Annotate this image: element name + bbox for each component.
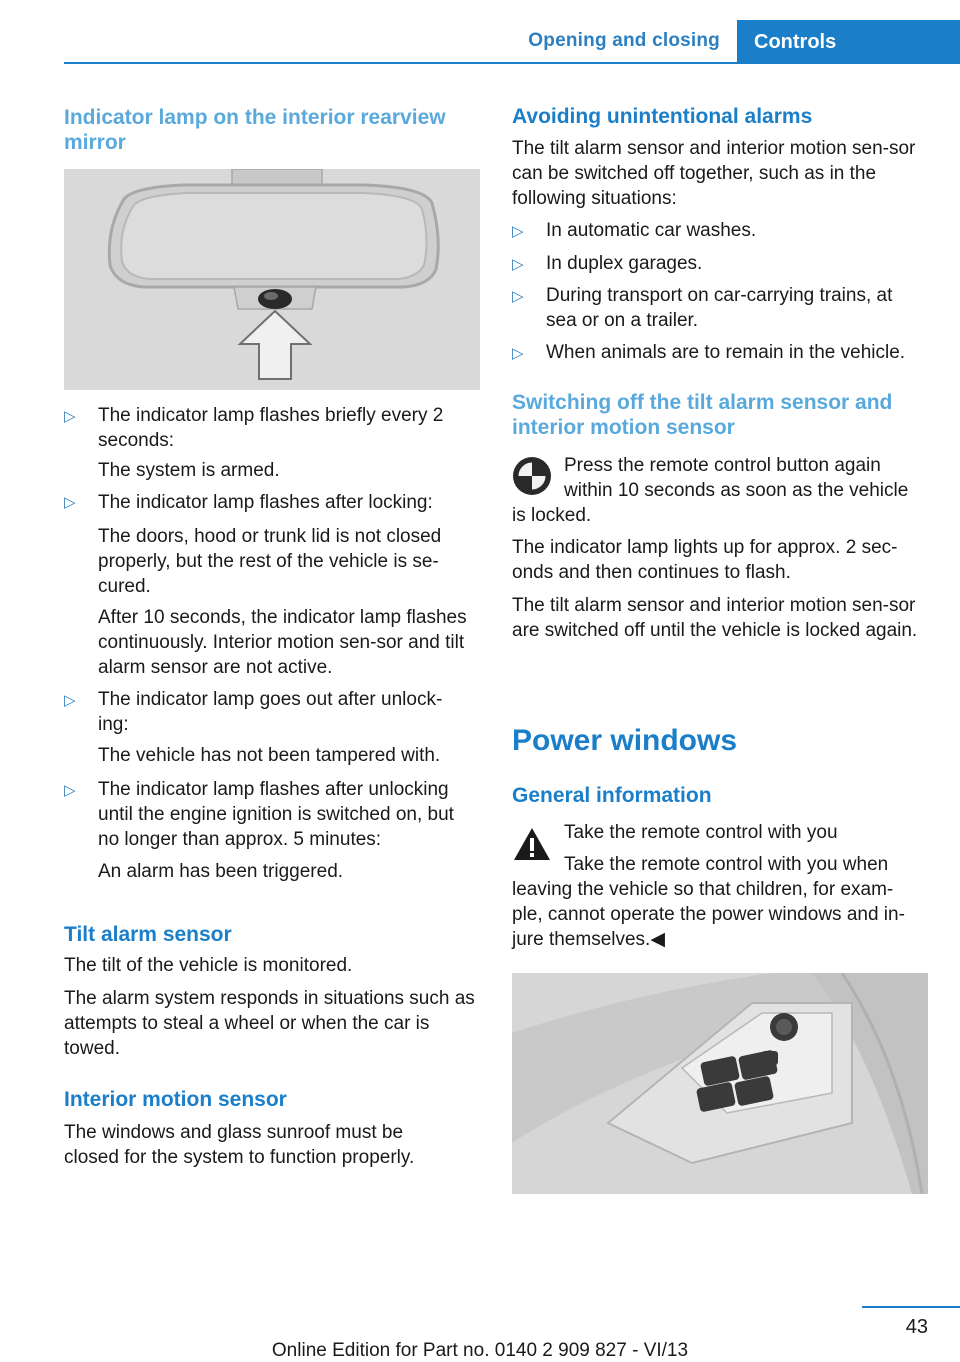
avoid-list-item: During transport on car-carrying trains, at sea or on a trailer. (546, 285, 893, 331)
bullet-marker: ▷ (512, 256, 524, 273)
heading-power-windows: Power windows (512, 724, 738, 757)
bullet-detail: The vehicle has not been tampered with. (98, 745, 441, 766)
avoid-list-item: In automatic car washes. (546, 220, 757, 241)
footer-rule (862, 1306, 960, 1308)
bullet-title: The indicator lamp flashes after unlocking until the engine ignition is switched on, but no longer than approx. 5 minutes: (98, 779, 454, 850)
bullet-marker: ▷ (64, 692, 76, 709)
bullet-title: The indicator lamp flashes briefly every 2 seconds: (98, 405, 444, 451)
avoid-paragraph: The tilt alarm sensor and interior motion sen‐sor can be switched off together, such as in the following situations: (512, 138, 916, 209)
bullet-detail: After 10 seconds, the indicator lamp flashes continuously. Interior motion sen‐sor and tilt alarm sensor are not active. (98, 607, 467, 678)
bullet-marker: ▷ (64, 494, 76, 511)
header-rule (64, 62, 960, 64)
power-window-switches-illustration (512, 973, 928, 1194)
switch-paragraph-2: The indicator lamp lights up for approx. 2 sec‐onds and then continues to flash. (512, 537, 898, 583)
heading-general-information: General information (512, 784, 712, 807)
page-number: 43 (905, 1316, 928, 1338)
rearview-mirror-illustration (64, 169, 480, 390)
motion-paragraph: The windows and glass sunroof must be closed for the system to function properly. (64, 1122, 415, 1168)
warning-title: Take the remote control with you (564, 822, 838, 843)
bullet-title: The indicator lamp flashes after locking: (98, 492, 433, 513)
header-chapter-tab (737, 20, 960, 64)
bullet-detail: An alarm has been triggered. (98, 861, 344, 882)
footer-edition: Online Edition for Part no. 0140 2 909 827 - VI/13 (271, 1340, 689, 1361)
bmw-remote-button-icon (512, 456, 552, 496)
heading-avoiding-alarms: Avoiding unintentional alarms (512, 105, 813, 128)
avoid-list-item: In duplex garages. (546, 253, 703, 274)
heading-tilt-alarm-sensor: Tilt alarm sensor (64, 923, 232, 946)
avoid-list-item: When animals are to remain in the vehicle. (546, 342, 906, 363)
rearview-mirror-image (64, 169, 480, 390)
bullet-marker: ▷ (512, 345, 524, 362)
bullet-marker: ▷ (512, 288, 524, 305)
bullet-marker: ▷ (64, 782, 76, 799)
warning-text-2: leaving the vehicle so that children, for exam‐ ple, cannot operate the power windows and in‐ jure themselves.◀ (512, 879, 905, 950)
power-window-switches-image (512, 973, 928, 1194)
heading-indicator-lamp: Indicator lamp on the interior rearview mirror (64, 106, 446, 154)
heading-switching-off: Switching off the tilt alarm sensor and interior motion sensor (512, 391, 893, 439)
switch-paragraph-1a: Press the remote control button again within 10 seconds as soon as the vehicle (564, 455, 909, 501)
heading-interior-motion-sensor: Interior motion sensor (64, 1088, 287, 1111)
header-chapter-label: Controls (754, 31, 837, 53)
bullet-title: The indicator lamp goes out after unlock‐ing: (98, 689, 443, 735)
bullet-marker: ▷ (64, 408, 76, 425)
bullet-marker: ▷ (512, 223, 524, 240)
switch-paragraph-3: The tilt alarm sensor and interior motion sen‐sor are switched off until the vehicle is locked again. (512, 595, 918, 641)
warning-triangle-icon (512, 826, 552, 862)
bullet-detail: The system is armed. (98, 460, 280, 481)
warning-text-1: Take the remote control with you when (564, 854, 889, 875)
switch-paragraph-1b: is locked. (512, 505, 592, 526)
bullet-detail: The doors, hood or trunk lid is not closed properly, but the rest of the vehicle is se‐cured. (98, 526, 442, 597)
tilt-paragraph-1: The tilt of the vehicle is monitored. (64, 955, 353, 976)
tilt-paragraph-2: The alarm system responds in situations such as attempts to steal a wheel or when the car is towed. (64, 988, 475, 1059)
header-section-title: Opening and closing (528, 30, 720, 51)
